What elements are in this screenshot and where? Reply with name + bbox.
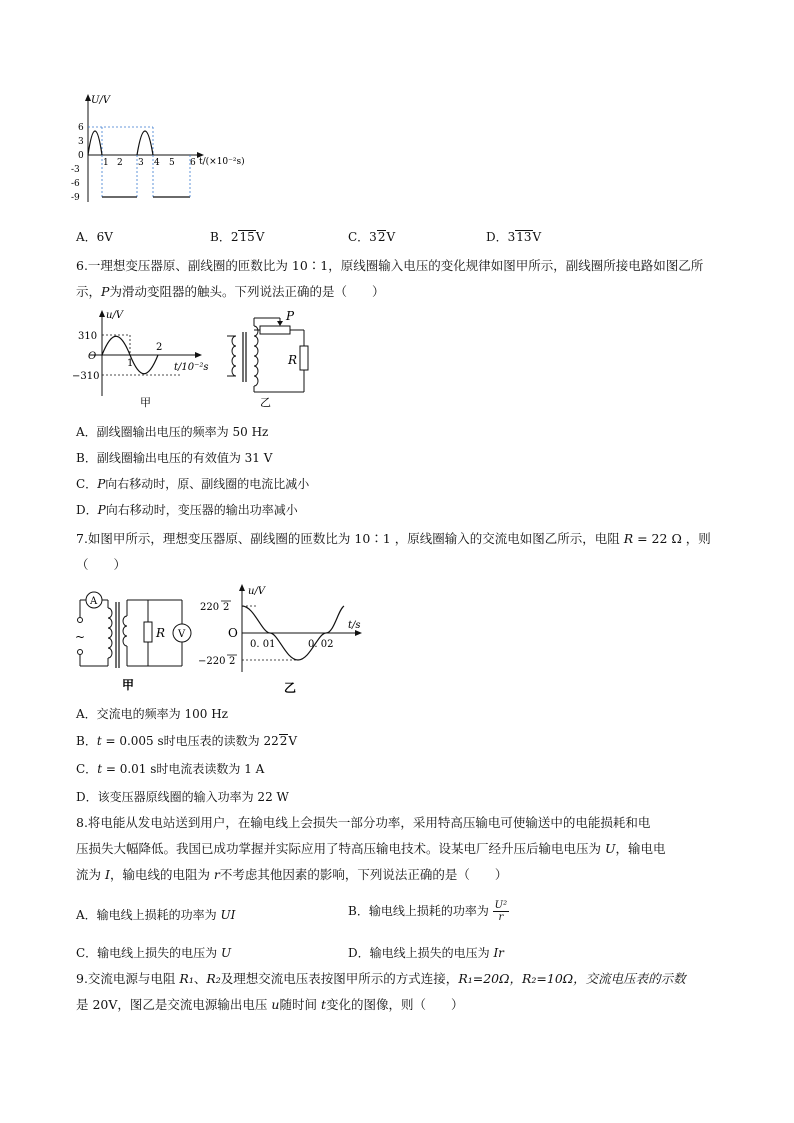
fig1-y-tick-m3: -3: [71, 165, 80, 175]
q7-option-b-t: t: [96, 734, 102, 748]
fig1-x-tick-2: 2: [117, 158, 123, 168]
q6-circuit-label-p: P: [286, 309, 295, 323]
q9-stem-r2: R₂: [206, 971, 221, 986]
q9-stem-sep: 、: [193, 971, 207, 986]
q5-option-d-unit: V: [532, 230, 542, 244]
q7-option-b-unit: V: [288, 734, 298, 748]
q7-circuit-source: ~: [75, 630, 86, 644]
fig1-x-axis-label: t/(×10⁻²s): [199, 157, 245, 167]
q6-option-d[interactable]: [76, 501, 298, 518]
q6-stem-part-1: 6.一理想变压器原、副线圈的匝数比为 10∶1，原线圈输入电压的变化规律如图甲所示，副线圈所接电路如图乙所示，: [76, 258, 704, 299]
q6-option-c[interactable]: [76, 475, 309, 492]
q8-stem-i: I: [104, 867, 110, 882]
fig1-y-tick-m9: -9: [71, 193, 80, 203]
q8-option-c-value: U: [221, 946, 232, 960]
q6-option-c-p: P: [97, 477, 106, 491]
q6-graph-y-axis-label: u/V: [106, 310, 124, 321]
q8-option-a-value: UI: [220, 908, 236, 922]
q8-stem-line-3a: 流为: [76, 867, 105, 882]
fig1-x-tick-6: 6: [190, 158, 196, 168]
q7-option-d[interactable]: D．该变压器原线圈的输入功率为 22 W: [76, 790, 289, 804]
q8-stem-line-3: [76, 862, 726, 888]
q9-stem-r1: R₁: [179, 971, 194, 986]
q5-option-b[interactable]: [210, 228, 264, 245]
q5-option-b-radical: 15: [239, 230, 255, 244]
q5-option-c[interactable]: [348, 228, 395, 245]
fig1-y-axis-label: U/V: [91, 95, 111, 106]
q7-option-c[interactable]: [76, 760, 264, 777]
q8-stem-line-3b: ，输电线的电阻为: [109, 867, 214, 882]
q7-option-b-prefix: B．: [76, 734, 97, 748]
q6-option-d-prefix: D．: [76, 503, 98, 517]
q6-graph-y-neg: −310: [72, 371, 100, 382]
q6-option-c-prefix: C．: [76, 477, 98, 491]
q7-circuit-voltmeter: V: [178, 629, 186, 640]
q7-option-a[interactable]: A．交流电的频率为 100 Hz: [76, 707, 228, 721]
q9-stem-u: u: [271, 997, 280, 1012]
fig1-x-tick-4: 4: [154, 158, 160, 168]
q7-option-c-t: t: [97, 762, 103, 776]
q9-stem-line-1b: 及理想交流电压表按图甲所示的方式连接，: [220, 971, 459, 986]
q6-circuit-caption: 乙: [260, 396, 271, 408]
q6-circuit-label-r: R: [288, 353, 298, 367]
q6-graph-caption: 甲: [140, 396, 151, 408]
q7-graph-tick-1: 0. 01: [250, 639, 276, 650]
q6-stem-p: P: [101, 284, 110, 299]
fig1-y-tick-m6: -6: [71, 179, 80, 189]
q6-graph-y-pos: 310: [78, 331, 98, 342]
q8-option-b-denominator: r: [498, 912, 504, 923]
q9-stem-r1-value: R₁=20Ω，: [458, 971, 522, 986]
q8-stem-line-1: 8.将电能从发电站送到用户，在输电线上会损失一部分功率，采用特高压输电可使输送中的电能损耗和电: [76, 815, 651, 830]
q8-stem-line-2: [76, 836, 726, 862]
q5-option-c-prefix: C．3: [348, 230, 377, 244]
q8-option-d-value: Ir: [493, 946, 504, 960]
q8-stem-u: U: [604, 841, 616, 856]
q6-option-a[interactable]: A．副线圈输出电压的频率为 50 Hz: [76, 425, 269, 439]
q6-option-c-text: 向右移动时，原、副线圈的电流比减小: [105, 477, 310, 491]
q5-option-d-radical: 13: [516, 230, 532, 244]
q6-circuit-yi: [222, 308, 322, 408]
q6-option-b[interactable]: B．副线圈输出电压的有效值为 31 V: [76, 451, 273, 465]
q6-graph-tick-1: 1: [127, 358, 134, 369]
q8-option-b-fraction: [493, 900, 509, 923]
q7-graph-y-neg-rad: 2: [229, 656, 236, 667]
q8-option-c-text: C．输电线上损失的电压为: [76, 946, 221, 960]
fig1-x-tick-5: 5: [169, 158, 175, 168]
q6-graph-x-axis-label: t/10⁻²s: [174, 362, 209, 373]
q5-option-d-prefix: D．3: [486, 230, 516, 244]
q9-stem-line-1a: 9.交流电源与电阻: [76, 971, 180, 986]
q7-graph-y-pos-prefix: 220: [200, 602, 220, 613]
q9-stem: [76, 966, 726, 1018]
fig1-u-t-graph: [68, 92, 258, 212]
q8-option-b-text: B．输电线上损耗的功率为: [348, 904, 493, 918]
q7-option-b-mid: = 0.005 s时电压表的读数为 22: [101, 734, 279, 748]
q7-graph-x-axis-label: t/s: [348, 620, 361, 631]
q8-option-b[interactable]: [348, 900, 509, 923]
q8-option-c[interactable]: [76, 944, 231, 961]
fig1-y-tick-6: 6: [78, 123, 84, 133]
q7-circuit-caption: 甲: [122, 678, 135, 692]
fig1-x-tick-3: 3: [138, 158, 144, 168]
q8-option-b-numerator: U²: [494, 900, 508, 911]
fig1-y-tick-3: 3: [78, 137, 84, 147]
q9-stem-t: t: [320, 997, 326, 1012]
fig1-x-tick-1: 1: [103, 158, 109, 168]
q8-stem-r: r: [213, 867, 220, 882]
q8-option-a-text: A．输电线上损耗的功率为: [76, 908, 221, 922]
q7-circuit-label-r: R: [156, 626, 166, 640]
q8-stem-line-2b: ，输电电: [615, 841, 666, 856]
q8-stem: [76, 810, 726, 888]
q7-circuit-jia: [72, 586, 197, 696]
q5-option-c-radical: 2: [377, 230, 386, 244]
q7-graph-caption: 乙: [284, 681, 297, 695]
q6-graph-tick-2: 2: [156, 342, 163, 353]
q8-option-d[interactable]: [348, 944, 504, 961]
q6-option-d-p: P: [97, 503, 106, 517]
fig1-y-tick-0: 0: [78, 151, 84, 161]
q7-graph-tick-2: 0. 02: [308, 639, 334, 650]
q7-graph-y-neg-prefix: −220: [198, 656, 226, 667]
q7-graph-y-pos-rad: 2: [223, 602, 230, 613]
q9-stem-line-2: [76, 992, 726, 1018]
q5-option-b-prefix: B．2: [210, 230, 239, 244]
q7-graph-yi: [198, 580, 368, 696]
q7-option-c-mid: = 0.01 s时电流表读数为 1 A: [102, 762, 265, 776]
q7-option-b-radical: 2: [279, 734, 288, 748]
q5-option-d[interactable]: [486, 228, 541, 245]
q6-graph-jia: [72, 308, 212, 408]
q9-stem-line-2b: 随时间: [279, 997, 321, 1012]
q7-stem-part-2: = 22 Ω ，则（ ）: [76, 531, 711, 572]
q7-graph-origin: O: [228, 626, 238, 640]
q7-stem: [76, 526, 726, 578]
q8-option-d-text: D．输电线上损失的电压为: [348, 946, 494, 960]
q5-option-b-unit: V: [255, 230, 265, 244]
q5-option-a[interactable]: A．6V: [76, 230, 113, 244]
q7-option-c-prefix: C．: [76, 762, 98, 776]
q6-stem-part-2: 为滑动变阻器的触头。下列说法正确的是（ ）: [109, 284, 385, 299]
q6-graph-origin: O: [88, 351, 97, 362]
q9-stem-line-2a: 是 20V，图乙是交流电源输出电压: [76, 997, 272, 1012]
q6-stem: [76, 253, 726, 305]
q7-stem-part-1: 7.如图甲所示，理想变压器原、副线圈的匝数比为 10∶1 ，原线圈输入的交流电如图乙所示，电阻: [76, 531, 624, 546]
q7-circuit-ammeter: A: [90, 596, 98, 607]
q8-option-a[interactable]: [76, 906, 235, 923]
q9-stem-r2-value: R₂=10Ω，交流电压表的示数: [521, 971, 686, 986]
q7-stem-r: R: [623, 531, 634, 546]
q9-stem-line-2c: 变化的图像，则（ ）: [325, 997, 464, 1012]
q8-stem-line-3c: 不考虑其他因素的影响，下列说法正确的是（ ）: [219, 867, 508, 882]
q9-stem-line-1: [76, 966, 726, 992]
q7-graph-y-axis-label: u/V: [248, 586, 266, 597]
q6-option-d-text: 向右移动时，变压器的输出功率减小: [105, 503, 298, 517]
q8-stem-line-2a: 压损失大幅降低。我国已成功掌握并实际应用了特高压输电技术。设某电厂经升压后输电电压为: [76, 841, 605, 856]
q5-option-c-unit: V: [386, 230, 396, 244]
q7-option-b[interactable]: [76, 732, 297, 749]
